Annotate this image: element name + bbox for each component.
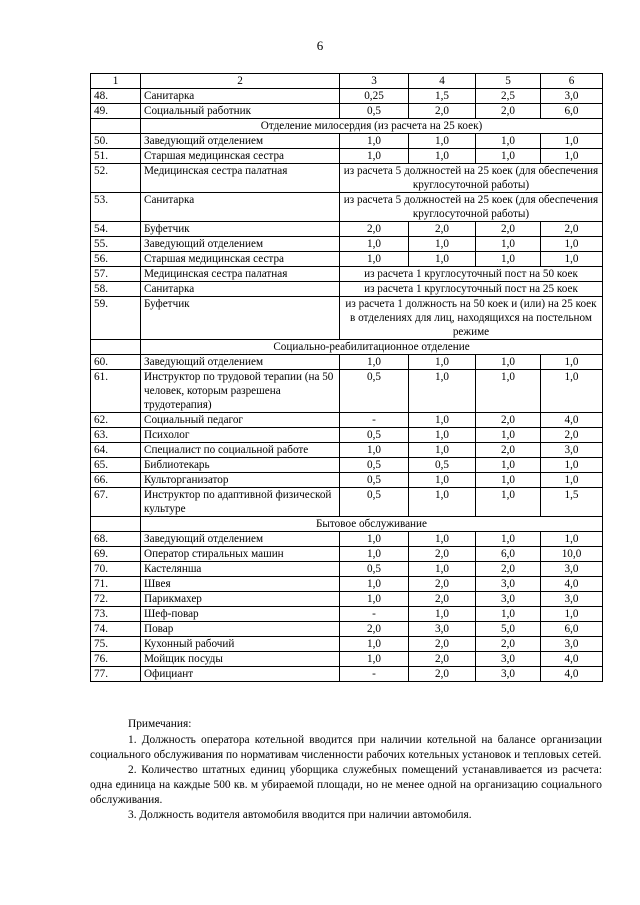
norm-value: 1,0 xyxy=(476,607,541,622)
norm-value: 2,0 xyxy=(340,622,409,637)
row-number: 58. xyxy=(91,282,141,297)
norm-value: 1,0 xyxy=(340,443,409,458)
norm-value: 1,0 xyxy=(541,237,603,252)
position-name: Оператор стиральных машин xyxy=(141,547,340,562)
table-row xyxy=(91,134,603,149)
norm-value: 1,0 xyxy=(409,134,476,149)
table-row xyxy=(91,652,603,667)
norm-value: 1,0 xyxy=(340,149,409,164)
norm-value: 1,0 xyxy=(340,547,409,562)
position-name: Парикмахер xyxy=(141,592,340,607)
norm-value: 2,0 xyxy=(409,547,476,562)
row-number: 61. xyxy=(91,370,141,413)
norm-value: 1,0 xyxy=(476,252,541,267)
norm-value: 1,0 xyxy=(409,562,476,577)
norm-value: 6,0 xyxy=(541,104,603,119)
position-name: Заведующий отделением xyxy=(141,355,340,370)
row-number: 60. xyxy=(91,355,141,370)
merged-norm-cell: из расчета 1 круглосуточный пост на 50 коек xyxy=(340,267,603,282)
norm-value: 1,0 xyxy=(340,592,409,607)
table-row xyxy=(91,473,603,488)
header-cell: 1 xyxy=(91,74,141,89)
position-name: Культорганизатор xyxy=(141,473,340,488)
row-number: 65. xyxy=(91,458,141,473)
empty-cell xyxy=(91,119,141,134)
position-name: Старшая медицинская сестра xyxy=(141,149,340,164)
position-name: Мойщик посуды xyxy=(141,652,340,667)
merged-norm-cell: из расчета 1 круглосуточный пост на 25 коек xyxy=(340,282,603,297)
norm-value: 1,0 xyxy=(409,428,476,443)
table-row xyxy=(91,532,603,547)
row-number: 63. xyxy=(91,428,141,443)
position-name: Санитарка xyxy=(141,193,340,222)
section-row xyxy=(91,340,603,355)
norm-value: 1,0 xyxy=(340,652,409,667)
row-number: 55. xyxy=(91,237,141,252)
row-number: 69. xyxy=(91,547,141,562)
table-row xyxy=(91,577,603,592)
page-number: 6 xyxy=(316,38,324,53)
norm-value: 1,0 xyxy=(476,237,541,252)
row-number: 67. xyxy=(91,488,141,517)
position-name: Библиотекарь xyxy=(141,458,340,473)
merged-norm-cell: из расчета 5 должностей на 25 коек (для обеспечения круглосуточной работы) xyxy=(340,164,603,193)
row-number: 76. xyxy=(91,652,141,667)
row-number: 54. xyxy=(91,222,141,237)
norm-value: 0,5 xyxy=(340,458,409,473)
norm-value: 3,0 xyxy=(409,622,476,637)
table-row xyxy=(91,562,603,577)
norm-value: 0,5 xyxy=(340,473,409,488)
norm-value: 1,5 xyxy=(541,488,603,517)
position-name: Инструктор по адаптивной физической культуре xyxy=(141,488,340,517)
row-number: 49. xyxy=(91,104,141,119)
position-name: Повар xyxy=(141,622,340,637)
table-row xyxy=(91,443,603,458)
position-name: Санитарка xyxy=(141,89,340,104)
norm-value: 1,0 xyxy=(340,637,409,652)
position-name: Социальный педагог xyxy=(141,413,340,428)
norm-value: 3,0 xyxy=(476,652,541,667)
norm-value: 2,0 xyxy=(409,652,476,667)
row-number: 56. xyxy=(91,252,141,267)
table-row xyxy=(91,667,603,682)
position-name: Психолог xyxy=(141,428,340,443)
row-number: 51. xyxy=(91,149,141,164)
position-name: Специалист по социальной работе xyxy=(141,443,340,458)
table-row xyxy=(91,607,603,622)
table-row xyxy=(91,89,603,104)
norm-value: 1,0 xyxy=(409,443,476,458)
norm-value: 5,0 xyxy=(476,622,541,637)
norm-value: 3,0 xyxy=(541,592,603,607)
row-number: 50. xyxy=(91,134,141,149)
note-item: 2. Количество штатных единиц уборщика служебных помещений устанавливается из расчета: одна единица на каждые 500 кв. м убираемой площади, но не менее одной на организацию социального обслуживания. xyxy=(90,764,602,806)
table-row xyxy=(91,592,603,607)
row-number: 74. xyxy=(91,622,141,637)
position-name: Буфетчик xyxy=(141,297,340,340)
table-header-row xyxy=(91,74,603,89)
table-row xyxy=(91,637,603,652)
norm-value: 1,0 xyxy=(541,370,603,413)
table-row xyxy=(91,267,603,282)
table-row xyxy=(91,252,603,267)
section-title: Бытовое обслуживание xyxy=(141,517,603,532)
norm-value: 0,5 xyxy=(340,562,409,577)
norm-value: 3,0 xyxy=(541,89,603,104)
table-row xyxy=(91,370,603,413)
norm-value: 1,0 xyxy=(541,607,603,622)
norm-value: 1,0 xyxy=(409,607,476,622)
position-name: Шеф-повар xyxy=(141,607,340,622)
norm-value: 2,0 xyxy=(409,577,476,592)
row-number: 64. xyxy=(91,443,141,458)
table-row xyxy=(91,149,603,164)
norm-value: - xyxy=(340,607,409,622)
norm-value: 2,0 xyxy=(409,104,476,119)
row-number: 75. xyxy=(91,637,141,652)
norm-value: 2,0 xyxy=(476,104,541,119)
norm-value: 0,5 xyxy=(340,370,409,413)
row-number: 59. xyxy=(91,297,141,340)
norm-value: 2,0 xyxy=(409,222,476,237)
table-row xyxy=(91,355,603,370)
staffing-table xyxy=(90,73,603,682)
norm-value: 1,0 xyxy=(409,532,476,547)
norm-value: 1,0 xyxy=(541,458,603,473)
position-name: Заведующий отделением xyxy=(141,237,340,252)
table-row xyxy=(91,547,603,562)
header-cell: 6 xyxy=(541,74,603,89)
position-name: Буфетчик xyxy=(141,222,340,237)
table-row xyxy=(91,282,603,297)
norm-value: 1,0 xyxy=(409,149,476,164)
norm-value: 2,0 xyxy=(476,413,541,428)
table-row xyxy=(91,488,603,517)
norm-value: 1,0 xyxy=(340,577,409,592)
norm-value: 3,0 xyxy=(541,443,603,458)
section-title: Отделение милосердия (из расчета на 25 коек) xyxy=(141,119,603,134)
header-cell: 2 xyxy=(141,74,340,89)
position-name: Санитарка xyxy=(141,282,340,297)
norm-value: 1,0 xyxy=(476,428,541,443)
merged-norm-cell: из расчета 5 должностей на 25 коек (для обеспечения круглосуточной работы) xyxy=(340,193,603,222)
section-row xyxy=(91,119,603,134)
position-name: Старшая медицинская сестра xyxy=(141,252,340,267)
norm-value: - xyxy=(340,413,409,428)
position-name: Инструктор по трудовой терапии (на 50 человек, которым разрешена трудотерапия) xyxy=(141,370,340,413)
norm-value: 1,0 xyxy=(476,149,541,164)
position-name: Кастелянша xyxy=(141,562,340,577)
norm-value: 1,0 xyxy=(409,252,476,267)
row-number: 68. xyxy=(91,532,141,547)
position-name: Кухонный рабочий xyxy=(141,637,340,652)
norm-value: 1,0 xyxy=(476,532,541,547)
empty-cell xyxy=(91,517,141,532)
table-row xyxy=(91,222,603,237)
note-item: 1. Должность оператора котельной вводится при наличии котельной на балансе организации социального обслуживания по нормативам численности рабочих котельных установок и тепловых сетей. xyxy=(90,734,602,761)
table-row xyxy=(91,413,603,428)
header-cell: 4 xyxy=(409,74,476,89)
norm-value: 1,0 xyxy=(340,355,409,370)
empty-cell xyxy=(91,340,141,355)
norm-value: 1,0 xyxy=(476,488,541,517)
norm-value: 1,0 xyxy=(340,532,409,547)
norm-value: 2,0 xyxy=(409,592,476,607)
row-number: 52. xyxy=(91,164,141,193)
norm-value: 1,0 xyxy=(476,473,541,488)
norm-value: 1,0 xyxy=(476,134,541,149)
norm-value: 2,0 xyxy=(476,562,541,577)
norm-value: 1,0 xyxy=(409,413,476,428)
row-number: 71. xyxy=(91,577,141,592)
norm-value: 1,0 xyxy=(340,237,409,252)
norm-value: 10,0 xyxy=(541,547,603,562)
notes-title: Примечания: xyxy=(128,718,192,730)
table-row xyxy=(91,458,603,473)
position-name: Швея xyxy=(141,577,340,592)
section-title: Социально-реабилитационное отделение xyxy=(141,340,603,355)
norm-value: 0,5 xyxy=(340,488,409,517)
norm-value: 1,0 xyxy=(409,355,476,370)
table-row xyxy=(91,104,603,119)
row-number: 62. xyxy=(91,413,141,428)
norm-value: 2,0 xyxy=(476,222,541,237)
row-number: 57. xyxy=(91,267,141,282)
norm-value: 3,0 xyxy=(476,577,541,592)
norm-value: 1,0 xyxy=(541,149,603,164)
table-row xyxy=(91,428,603,443)
norm-value: 1,0 xyxy=(541,134,603,149)
norm-value: 2,0 xyxy=(476,443,541,458)
norm-value: 2,0 xyxy=(541,222,603,237)
norm-value: 2,0 xyxy=(476,637,541,652)
row-number: 48. xyxy=(91,89,141,104)
position-name: Медицинская сестра палатная xyxy=(141,164,340,193)
norm-value: 1,0 xyxy=(340,252,409,267)
norm-value: 1,0 xyxy=(409,488,476,517)
norm-value: 1,0 xyxy=(476,458,541,473)
row-number: 66. xyxy=(91,473,141,488)
row-number: 72. xyxy=(91,592,141,607)
norm-value: 2,0 xyxy=(409,637,476,652)
norm-value: 1,0 xyxy=(541,355,603,370)
row-number: 53. xyxy=(91,193,141,222)
position-name: Заведующий отделением xyxy=(141,134,340,149)
norm-value: 1,0 xyxy=(409,237,476,252)
norm-value: 0,25 xyxy=(340,89,409,104)
row-number: 77. xyxy=(91,667,141,682)
norm-value: 3,0 xyxy=(476,592,541,607)
norm-value: 1,0 xyxy=(409,370,476,413)
norm-value: 0,5 xyxy=(340,428,409,443)
norm-value: 1,0 xyxy=(340,134,409,149)
position-name: Заведующий отделением xyxy=(141,532,340,547)
norm-value: 4,0 xyxy=(541,667,603,682)
note-item: 3. Должность водителя автомобиля вводится при наличии автомобиля. xyxy=(128,809,472,821)
table-row xyxy=(91,297,603,340)
norm-value: 1,0 xyxy=(476,370,541,413)
norm-value: 4,0 xyxy=(541,652,603,667)
norm-value: 3,0 xyxy=(541,562,603,577)
table-row xyxy=(91,237,603,252)
row-number: 73. xyxy=(91,607,141,622)
norm-value: 2,5 xyxy=(476,89,541,104)
norm-value: 1,0 xyxy=(476,355,541,370)
norm-value: - xyxy=(340,667,409,682)
table-body xyxy=(91,74,603,682)
row-number: 70. xyxy=(91,562,141,577)
section-row xyxy=(91,517,603,532)
table-row xyxy=(91,193,603,222)
norm-value: 1,5 xyxy=(409,89,476,104)
header-cell: 5 xyxy=(476,74,541,89)
table-row xyxy=(91,622,603,637)
norm-value: 3,0 xyxy=(541,637,603,652)
norm-value: 2,0 xyxy=(541,428,603,443)
position-name: Официант xyxy=(141,667,340,682)
norm-value: 6,0 xyxy=(476,547,541,562)
norm-value: 2,0 xyxy=(409,667,476,682)
norm-value: 3,0 xyxy=(476,667,541,682)
norm-value: 1,0 xyxy=(409,473,476,488)
header-cell: 3 xyxy=(340,74,409,89)
norm-value: 1,0 xyxy=(541,252,603,267)
norm-value: 1,0 xyxy=(541,473,603,488)
norm-value: 0,5 xyxy=(340,104,409,119)
norm-value: 4,0 xyxy=(541,413,603,428)
notes xyxy=(90,717,602,823)
merged-norm-cell: из расчета 1 должность на 50 коек и (или) на 25 коек в отделениях для лиц, находящихся на постельном режиме xyxy=(340,297,603,340)
norm-value: 0,5 xyxy=(409,458,476,473)
norm-value: 4,0 xyxy=(541,577,603,592)
norm-value: 6,0 xyxy=(541,622,603,637)
norm-value: 1,0 xyxy=(541,532,603,547)
position-name: Социальный работник xyxy=(141,104,340,119)
norm-value: 2,0 xyxy=(340,222,409,237)
position-name: Медицинская сестра палатная xyxy=(141,267,340,282)
table-row xyxy=(91,164,603,193)
